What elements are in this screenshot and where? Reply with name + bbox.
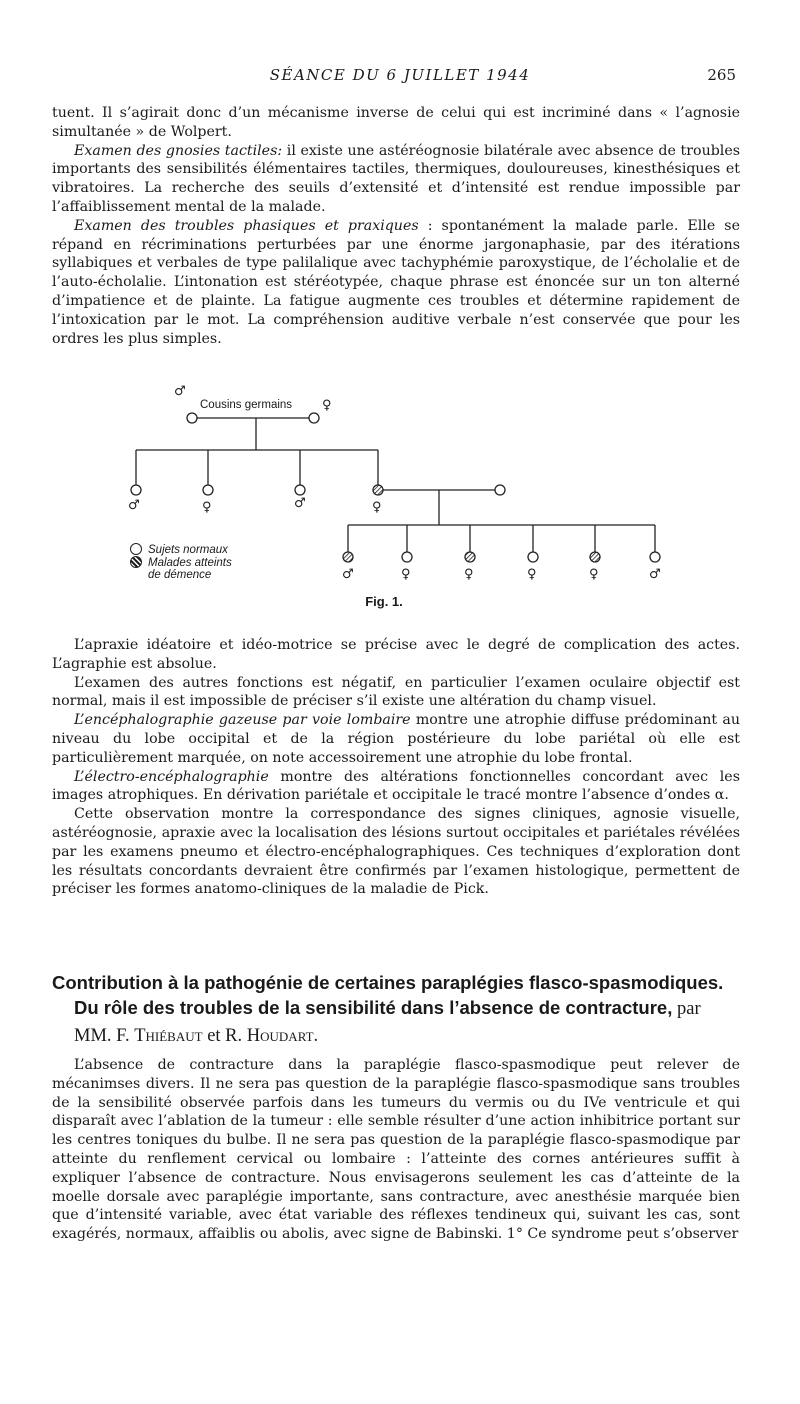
paragraph: Cette observation montre la correspondance des signes cliniques, agnosie visuelle, astéréognosie, apraxie avec la localisation des lésions surtout occipitales et pariétales révélées par les examens pneumo et électro-encéphalographiques. Ces techniques d’exploration dont les résultats concordants devraient être confirmés par l’examen histologique, permettent de préciser les formes anatomo-cliniques de la maladie de Pick. xyxy=(52,806,740,898)
article-byline: par MM. F. xyxy=(74,999,701,1046)
paragraph-text: : spontanément la malade parle. Elle se répand en récriminations perturbées par une énorme jargonaphasie, par des itérations syllabiques et verbales de type palilalique avec tachyphémie paroxystique, de l’écholalie et de l’auto-écholalie. L’intonation est stéréotypée, chaque phrase est énoncée sur un ton alterné d’impatience et de plainte. La fatigue augmente ces troubles et détermine rapidement de l’intoxication par le mot. La compréhension auditive verbale n’est conservée que pour les ordres les plus simples. xyxy=(52,217,740,347)
section-lead: Examen des gnosies tactiles: xyxy=(74,142,283,159)
child-3-male xyxy=(295,485,305,495)
figure-legend xyxy=(130,543,300,581)
article-title xyxy=(52,970,742,1049)
article-byline-and: et R. xyxy=(202,1026,247,1046)
legend-affected-label: Malades atteints xyxy=(148,557,232,569)
section-lead: L’électro-encéphalographie xyxy=(74,768,269,785)
female-symbol: ♀ xyxy=(372,500,382,515)
female-symbol: ♀ xyxy=(589,567,599,582)
paragraph: tuent. Il s’agirait donc d’un mécanisme inverse de celui qui est incriminé dans « l’agnosie simultanée » de Wolpert. xyxy=(52,105,740,140)
hatched-circle-icon xyxy=(130,556,142,568)
open-circle-icon xyxy=(130,543,142,555)
grandchild-5-female-affected xyxy=(590,552,600,562)
legend-affected-cont: de démence xyxy=(148,569,212,581)
author-name: Thiébaut xyxy=(134,1026,203,1046)
paragraph: L’examen des autres fonctions est négatif, en particulier l’examen oculaire objectif est normal, mais il est impossible de préciser s’il existe une altération du champ visuel. xyxy=(52,674,740,710)
male-symbol: ♂ xyxy=(128,498,140,513)
pedigree-figure xyxy=(110,380,690,620)
grandchild-4-female xyxy=(528,552,538,562)
text-block-middle xyxy=(52,636,740,899)
child-1-male xyxy=(131,485,141,495)
section-lead: Examen des troubles phasiques et praxiques xyxy=(74,217,419,234)
text-block-top xyxy=(52,104,740,348)
female-symbol: ♀ xyxy=(527,567,537,582)
spouse xyxy=(495,485,505,495)
cousins-label: Cousins germains xyxy=(200,399,293,411)
male-symbol: ♂ xyxy=(342,567,354,582)
grandchild-2-female xyxy=(402,552,412,562)
paragraph-text: montre des altérations fonctionnelles concordant avec les images atrophiques. En dérivation pariétale et occipitale le tracé montre l’absence d’ondes α. xyxy=(52,768,740,804)
child-2-female xyxy=(203,485,213,495)
grandchild-3-female-affected xyxy=(465,552,475,562)
paragraph: L’absence de contracture dans la paraplégie flasco-spasmodique peut relever de mécanimses divers. Il ne sera pas question de la paraplégie flasco-spasmodique sans troubles de la sensibilité observée parfois dans les tumeurs du vermis ou du IVe ventricule et qui disparaît avec l’ablation de la tumeur : elle semble résulter d’une action inhibitrice portant sur les centres toniques du bulbe. Il ne sera pas question de la paraplégie flasco-spasmodique par atteinte du renflement cervical ou lombaire : l’atteinte des cornes antérieures suffit à expliquer l’absence de contracture. Nous envisagerons seulement les cas d’atteinte de la moelle dorsale avec paraplégie importante, sans contracture, avec anesthésie marquée bien que d’intensité variable, avec état variable des réflexes tendineux qui, suivant les cas, sont exagérés, normaux, affaiblis ou abolis, avec signe de Babinski. 1° Ce syndrome peut s’observer xyxy=(52,1057,740,1243)
paragraph: L’apraxie idéatoire et idéo-motrice se précise avec le degré de complication des actes. L’agraphie est absolue. xyxy=(52,637,740,672)
female-symbol: ♀ xyxy=(202,500,212,515)
legend-normal xyxy=(130,543,300,556)
female-symbol: ♀ xyxy=(401,567,411,582)
female-symbol: ♀ xyxy=(322,398,332,413)
author-name: Houdart xyxy=(246,1026,314,1046)
paragraph xyxy=(52,711,740,767)
paragraph xyxy=(52,142,740,217)
female-symbol: ♀ xyxy=(464,567,474,582)
pedigree-chart xyxy=(110,380,690,620)
grandparent-female xyxy=(309,413,319,423)
article-byline-end: . xyxy=(313,1026,319,1046)
page-number: 265 xyxy=(707,66,736,84)
paragraph xyxy=(52,768,740,806)
grandparent-male xyxy=(187,413,197,423)
paragraph xyxy=(52,217,740,349)
article-title-text: Contribution à la pathogénie de certaines paraplégies flasco-spasmodiques. Du rôle des troubles de la sensibilité dans l’absence de contracture, xyxy=(52,972,724,1018)
paragraph-text: montre une atrophie diffuse prédominant au niveau du lobe occipital et de la région postérieure du lobe pariétal où elle est particulièrement marquée, on note accessoirement une atrophie du lobe frontal. xyxy=(52,712,740,766)
running-title: SÉANCE DU 6 JUILLET 1944 xyxy=(269,66,531,84)
text-block-bottom xyxy=(52,1056,740,1244)
male-symbol: ♂ xyxy=(649,567,661,582)
male-symbol: ♂ xyxy=(294,496,306,511)
page-header xyxy=(0,66,800,90)
child-4-female-affected xyxy=(373,485,383,495)
figure-caption: Fig. 1. xyxy=(365,594,403,609)
legend-affected xyxy=(130,556,300,569)
legend-normal-label: Sujets normaux xyxy=(148,544,228,556)
male-symbol: ♂ xyxy=(174,384,186,399)
section-lead: L’encéphalographie gazeuse par voie lombaire xyxy=(74,712,411,729)
paragraph-text: il existe une astéréognosie bilatérale avec absence de troubles importants des sensibilités élémentaires tactiles, thermiques, douloureuses, kinesthésiques et vibratoires. La recherche des seuils d’extensité et d’intensité est rendue impossible par l’affaiblissement mental de la malade. xyxy=(52,142,741,215)
grandchild-1-male-affected xyxy=(343,552,353,562)
grandchild-6-male xyxy=(650,552,660,562)
